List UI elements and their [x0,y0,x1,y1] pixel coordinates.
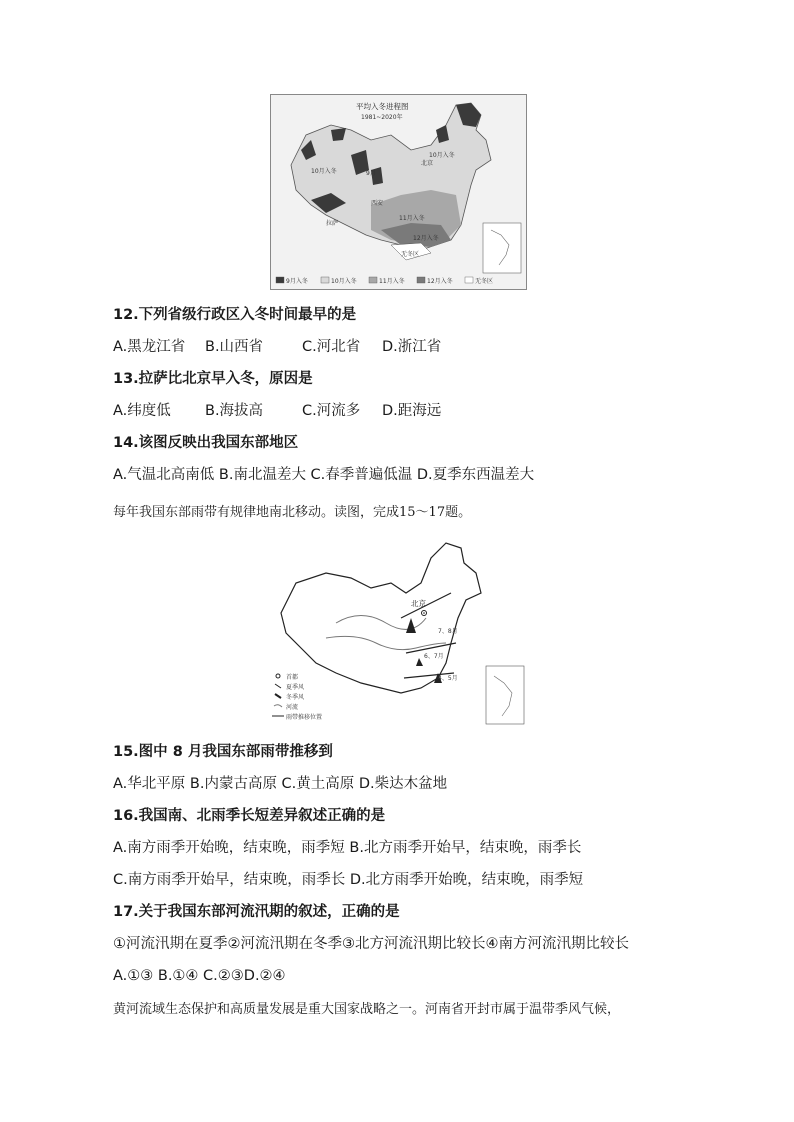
label-nov: 11月入冬 [399,215,425,222]
q13-stem: 13.拉萨比北京早入冬，原因是 [113,371,313,387]
q12-option-a[interactable]: A.黑龙江省 [113,339,186,355]
q12-options [113,337,441,357]
q15-stem: 15.图中 8 月我国东部雨带推移到 [113,744,333,760]
q16-options-ab[interactable]: A.南方雨季开始晚，结束晚，雨季短 B.北方雨季开始早，结束晚，雨季长 [113,840,582,856]
label-oct-west: 10月入冬 [311,168,337,175]
svg-text:夏季风: 夏季风 [286,684,305,691]
svg-text:12月入冬: 12月入冬 [427,278,453,285]
map2-legend [272,673,322,721]
map1-legend [276,277,493,285]
label-oct-north: 10月入冬 [429,152,455,159]
q17-stem: 17.关于我国东部河流汛期的叙述，正确的是 [113,904,400,920]
map1-subtitle: 1981~2020年 [361,114,403,121]
svg-text:无冬区: 无冬区 [475,278,494,285]
q15-options[interactable]: A.华北平原 B.内蒙古高原 C.黄土高原 D.柴达木盆地 [113,776,448,792]
q13-options [113,401,441,421]
svg-text:10月入冬: 10月入冬 [331,278,357,285]
svg-text:冬季风: 冬季风 [286,694,305,701]
label-beijing: 北京 [421,160,434,167]
label-dec: 12月入冬 [413,235,439,242]
q13-option-d[interactable]: D.距海远 [382,403,442,419]
q14-options[interactable]: A.气温北高南低 B.南北温差大 C.春季普遍低温 D.夏季东西温差大 [113,467,535,483]
svg-text:河流: 河流 [286,704,299,711]
intro-yellow-river: 黄河流域生态保护和高质量发展是重大国家战略之一。河南省开封市属于温带季风气候， [113,1002,621,1017]
label-xian: 西安 [371,200,384,207]
rainbelt-map [266,538,528,732]
q16-stem: 16.我国南、北雨季长短差异叙述正确的是 [113,808,386,824]
label-lhasa: 拉萨 [326,220,339,227]
map1-title: 平均入冬进程图 [356,102,409,111]
q12-option-c[interactable]: C.河北省 [302,339,361,355]
q12-option-d[interactable]: D.浙江省 [382,339,442,355]
q17-options[interactable]: A.①③ B.①④ C.②③D.②④ [113,968,286,984]
q13-option-c[interactable]: C.河流多 [302,403,361,419]
label-none: 无冬区 [401,251,420,258]
rainbelt-map-graphic [266,538,528,732]
svg-text:首都: 首都 [286,674,299,681]
intro-rainbelt: 每年我国东部雨带有规律地南北移动。读图，完成15～17题。 [113,505,472,520]
svg-text:11月入冬: 11月入冬 [379,278,405,285]
map2-jun: 6、7月 [424,653,444,660]
svg-text:雨带推移位置: 雨带推移位置 [286,714,323,721]
map2-apr: 4、5月 [438,675,458,682]
q13-option-b[interactable]: B.海拔高 [205,403,264,419]
q17-statements: ①河流汛期在夏季②河流汛期在冬季③北方河流汛期比较长④南方河流汛期比较长 [113,936,629,952]
q14-stem: 14.该图反映出我国东部地区 [113,435,299,451]
q13-option-a[interactable]: A.纬度低 [113,403,171,419]
map2-beijing: 北京 [411,599,426,608]
q16-options-cd[interactable]: C.南方雨季开始早，结束晚，雨季长 D.北方雨季开始晚，结束晚，雨季短 [113,872,584,888]
winter-onset-map-graphic [271,95,526,289]
q12-stem: 12.下列省级行政区入冬时间最早的是 [113,307,357,323]
map2-jul: 7、8月 [438,628,458,635]
q12-option-b[interactable]: B.山西省 [205,339,264,355]
winter-onset-map [270,94,527,290]
svg-text:9月入冬: 9月入冬 [286,278,308,285]
label-sep: 9月 [366,170,376,177]
